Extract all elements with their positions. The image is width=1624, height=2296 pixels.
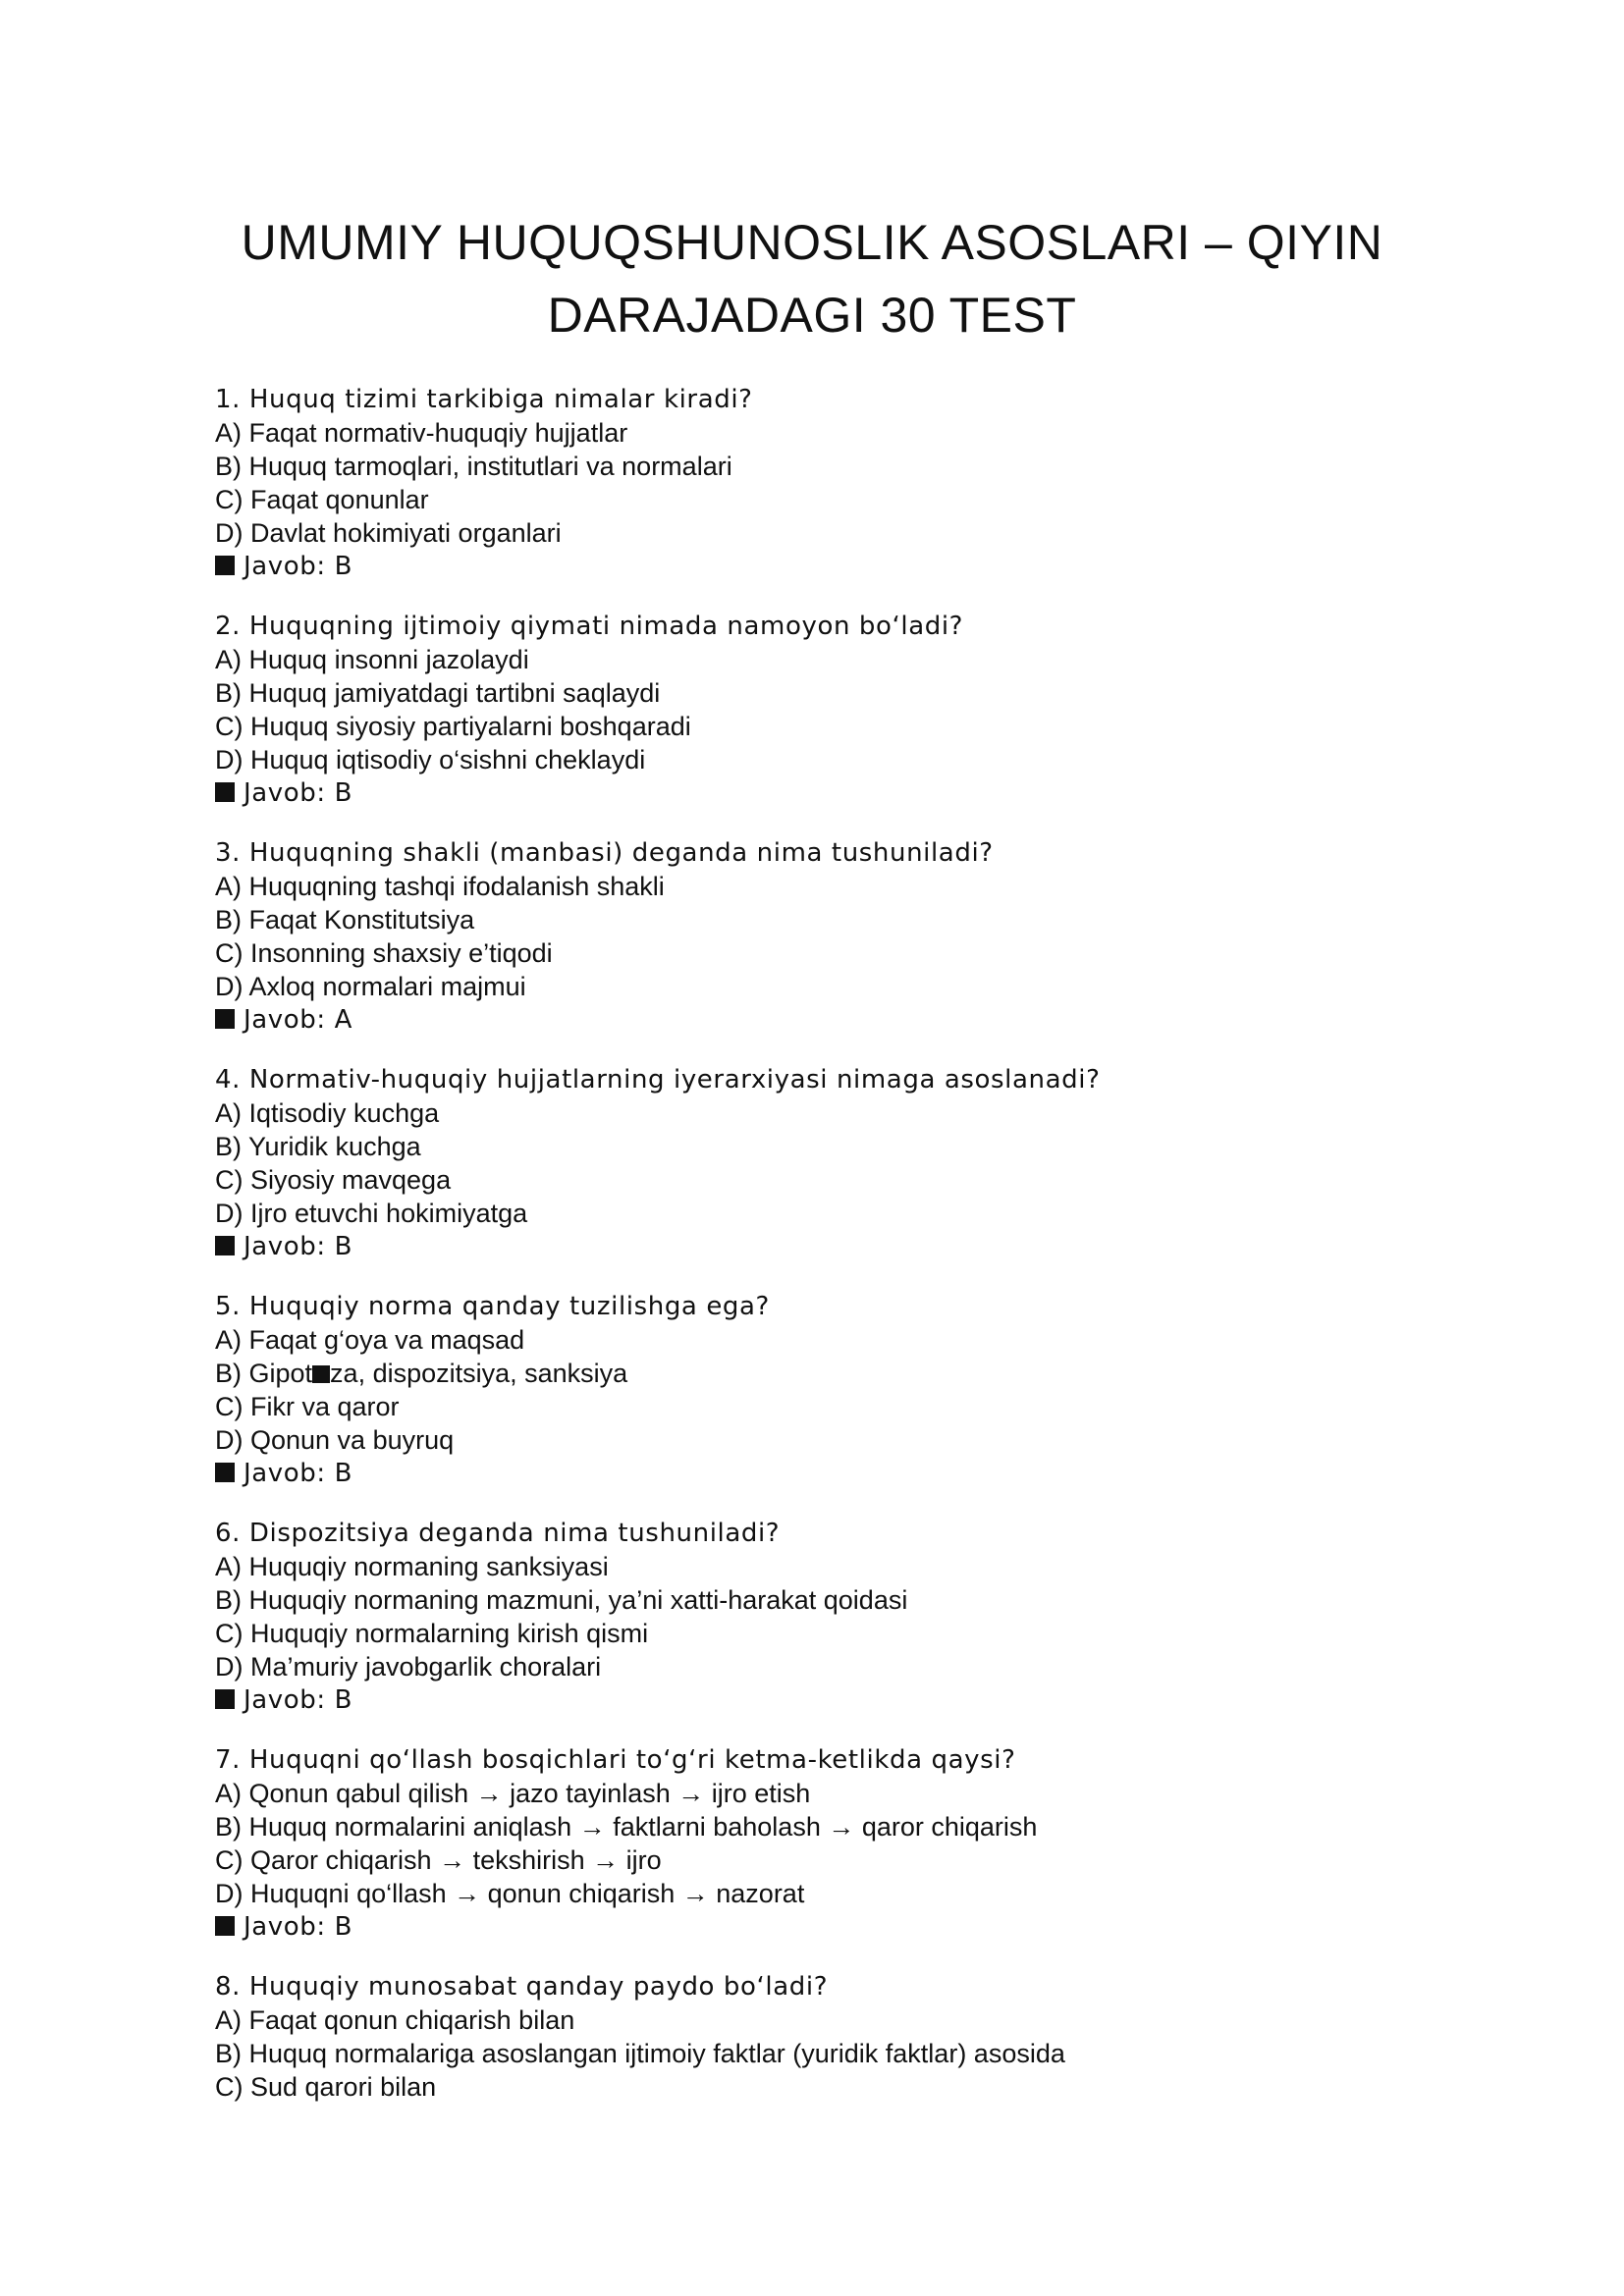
answer-option: B) Faqat Konstitutsiya <box>215 905 475 934</box>
answer-option: B) Gipot za, dispozitsiya, sanksiya <box>215 1359 628 1388</box>
question-block <box>215 1290 1442 1490</box>
question-text: 3. Huquqning shakli (manbasi) deganda nima tushuniladi? <box>215 838 994 868</box>
answer-option: D) Huquqni qo‘llash → qonun chiqarish → nazorat <box>215 1879 805 1908</box>
answer-option: A) Faqat qonun chiqarish bilan <box>215 2005 575 2035</box>
question-block <box>215 610 1442 810</box>
question-block <box>215 1743 1442 1944</box>
answer-line <box>215 1003 1442 1037</box>
answer-option: C) Faqat qonunlar <box>215 485 429 514</box>
question-text: 2. Huquqning ijtimoiy qiymati nimada namoyon bo‘ladi? <box>215 612 964 641</box>
question-block <box>215 836 1442 1037</box>
answer-option: C) Sud qarori bilan <box>215 2072 437 2102</box>
square-bullet-icon <box>215 556 235 575</box>
answer-option: C) Huquq siyosiy partiyalarni boshqaradi <box>215 712 691 741</box>
answer-text: Javob: A <box>244 1005 353 1035</box>
answer-line <box>215 1683 1442 1717</box>
square-bullet-icon <box>215 1916 235 1936</box>
answer-option: A) Iqtisodiy kuchga <box>215 1098 440 1128</box>
answer-line <box>215 550 1442 583</box>
answer-option: C) Insonning shaxsiy e’tiqodi <box>215 938 553 968</box>
answer-option: B) Huquq tarmoqlari, institutlari va normalari <box>215 452 732 481</box>
question-block <box>215 383 1442 583</box>
square-bullet-icon <box>215 1236 235 1255</box>
answer-option: B) Huquq normalariga asoslangan ijtimoiy faktlar (yuridik faktlar) asosida <box>215 2039 1065 2068</box>
question-text: 7. Huquqni qo‘llash bosqichlari to‘g‘ri ketma-ketlikda qaysi? <box>215 1745 1016 1775</box>
question-text: 1. Huquq tizimi tarkibiga nimalar kiradi? <box>215 385 753 414</box>
square-bullet-icon <box>215 1689 235 1709</box>
question-text: 8. Huquqiy munosabat qanday paydo bo‘ladi? <box>215 1972 829 2002</box>
question-block <box>215 1970 1442 2104</box>
document-title <box>196 206 1428 351</box>
answer-option: D) Axloq normalari majmui <box>215 972 526 1001</box>
answer-option: B) Huquq jamiyatdagi tartibni saqlaydi <box>215 678 661 708</box>
title-line-1: UMUMIY HUQUQSHUNOSLIK ASOSLARI – QIYIN <box>241 215 1383 270</box>
square-glyph-icon <box>312 1365 330 1383</box>
question-text: 5. Huquqiy norma qanday tuzilishga ega? <box>215 1292 770 1321</box>
answer-line <box>215 1457 1442 1490</box>
answer-option: D) Ijro etuvchi hokimiyatga <box>215 1199 528 1228</box>
answer-option: C) Siyosiy mavqega <box>215 1165 452 1195</box>
answer-line <box>215 776 1442 810</box>
answer-option: A) Huquqning tashqi ifodalanish shakli <box>215 872 665 901</box>
question-text: 6. Dispozitsiya deganda nima tushuniladi? <box>215 1519 781 1548</box>
answer-option: D) Qonun va buyruq <box>215 1425 455 1455</box>
answer-option: A) Faqat g‘oya va maqsad <box>215 1325 525 1355</box>
question-list <box>215 383 1442 2130</box>
answer-text: Javob: B <box>244 1912 353 1942</box>
answer-option: D) Ma’muriy javobgarlik choralari <box>215 1652 602 1682</box>
answer-option: D) Davlat hokimiyati organlari <box>215 518 562 548</box>
answer-option: C) Qaror chiqarish → tekshirish → ijro <box>215 1845 662 1875</box>
answer-option: A) Huquqiy normaning sanksiyasi <box>215 1552 609 1581</box>
question-block <box>215 1063 1442 1263</box>
answer-option: A) Qonun qabul qilish → jazo tayinlash → ijro etish <box>215 1779 811 1808</box>
answer-text: Javob: B <box>244 1685 353 1715</box>
title-line-2: DARAJADAGI 30 TEST <box>547 288 1077 343</box>
square-bullet-icon <box>215 1463 235 1482</box>
answer-option: A) Faqat normativ-huquqiy hujjatlar <box>215 418 628 448</box>
answer-line <box>215 1910 1442 1944</box>
answer-text: Javob: B <box>244 552 353 581</box>
answer-option: B) Huquqiy normaning mazmuni, ya’ni xatti-harakat qoidasi <box>215 1585 908 1615</box>
answer-option: B) Yuridik kuchga <box>215 1132 421 1161</box>
answer-text: Javob: B <box>244 1459 353 1488</box>
answer-line <box>215 1230 1442 1263</box>
answer-option: D) Huquq iqtisodiy o‘sishni cheklaydi <box>215 745 646 774</box>
answer-text: Javob: B <box>244 778 353 808</box>
answer-option: C) Fikr va qaror <box>215 1392 400 1421</box>
answer-option: B) Huquq normalarini aniqlash → faktlarni baholash → qaror chiqarish <box>215 1812 1038 1842</box>
square-bullet-icon <box>215 1009 235 1029</box>
question-text: 4. Normativ-huquqiy hujjatlarning iyerarxiyasi nimaga asoslanadi? <box>215 1065 1101 1095</box>
square-bullet-icon <box>215 782 235 802</box>
answer-text: Javob: B <box>244 1232 353 1261</box>
answer-option: A) Huquq insonni jazolaydi <box>215 645 529 674</box>
answer-option: C) Huquqiy normalarning kirish qismi <box>215 1619 649 1648</box>
question-block <box>215 1517 1442 1717</box>
